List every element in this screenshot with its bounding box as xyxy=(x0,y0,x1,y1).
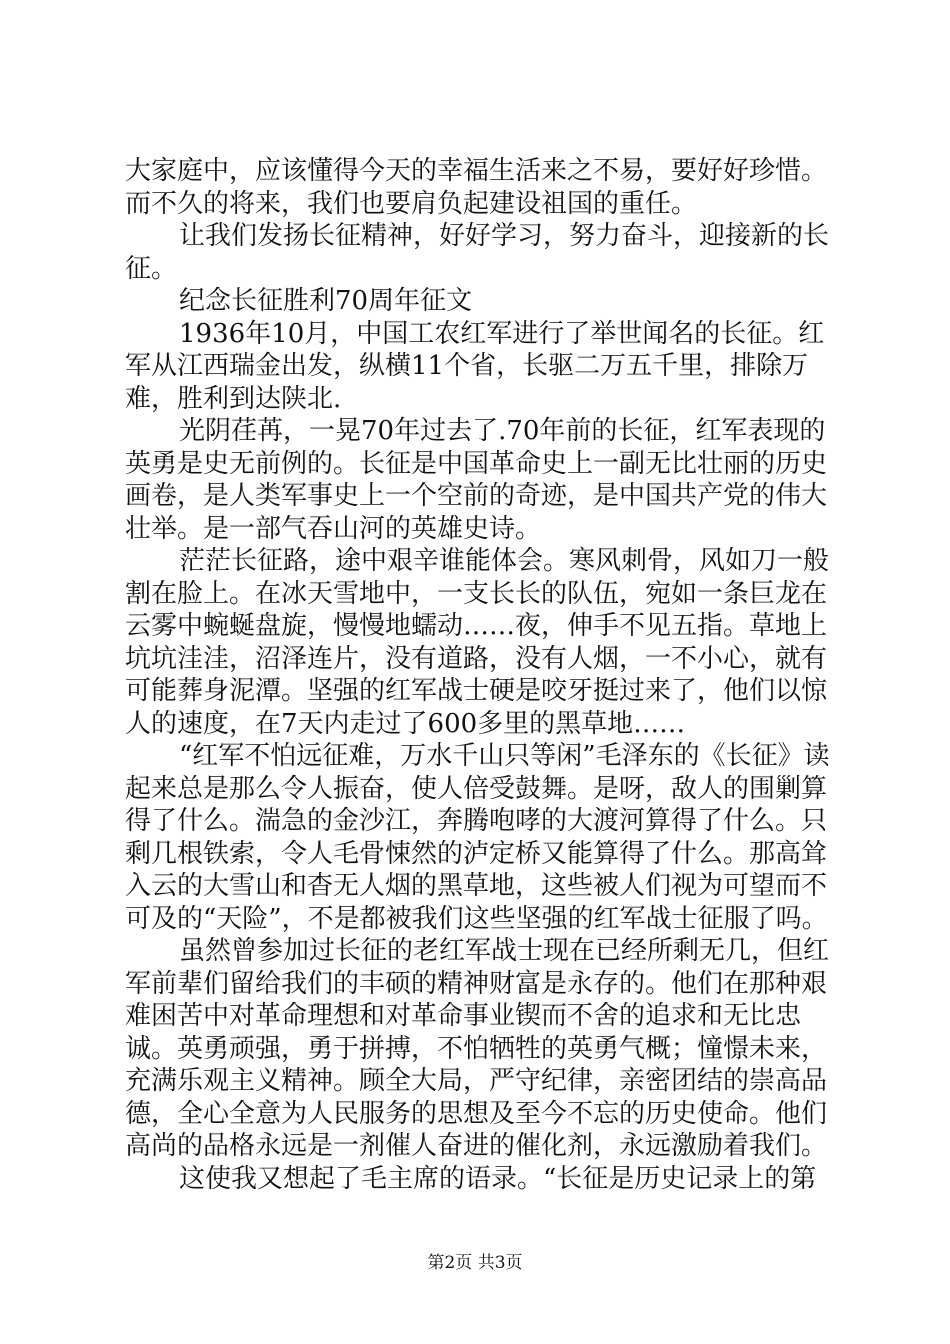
paragraph-5: 茫茫长征路，途中艰辛谁能体会。寒风刺骨，风如刀一般割在脸上。在冰天雪地中，一支长长的队伍，宛如一条巨龙在云雾中蜿蜒盘旋，慢慢地蠕动……夜，伸手不见五指。草地上坑坑洼洼，沼泽连片，没有道路，没有人烟，一不小心，就有可能葬身泥潭。坚强的红军战士硬是咬牙挺过来了，他们以惊人的速度，在7天内走过了600多里的黑草地…… xyxy=(125,546,830,739)
paragraph-7: 虽然曾参加过长征的老红军战士现在已经所剩无几，但红军前辈们留给我们的丰硕的精神财富是永存的。他们在那种艰难困苦中对革命理想和对革命事业锲而不舍的追求和无比忠诚。英勇顽强，勇于拼搏，不怕牺牲的英勇气概；憧憬未来，充满乐观主义精神。顾全大局，严守纪律，亲密团结的崇高品德，全心全意为人民服务的思想及至今不忘的历史使命。他们高尚的品格永远是一剂催人奋进的催化剂，永远激励着我们。 xyxy=(125,936,830,1161)
paragraph-3: 1936年10月，中国工农红军进行了举世闻名的长征。红军从江西瑞金出发，纵横11个省，长驱二万五千里，排除万难，胜利到达陕北. xyxy=(125,318,825,414)
paragraph-4: 光阴荏苒，一晃70年过去了.70年前的长征，红军表现的英勇是史无前例的。长征是中国革命史上一副无比壮丽的历史画卷，是人类军事史上一个空前的奇迹，是中国共产党的伟大壮举。是一部气吞山河的英雄史诗。 xyxy=(125,416,828,544)
document-body xyxy=(125,155,845,1195)
paragraph-2: 让我们发扬长征精神，好好学习，努力奋斗，迎接新的长征。 xyxy=(125,221,830,284)
paragraph-8: 这使我又想起了毛主席的语录。“长征是历史记录上的第 xyxy=(179,1163,817,1194)
page-number-footer: 第2页 共3页 xyxy=(427,1253,523,1273)
paragraph-1: 大家庭中，应该懂得今天的幸福生活来之不易，要好好珍惜。而不久的将来，我们也要肩负起建设祖国的重任。 xyxy=(125,156,828,219)
paragraph-6: “红军不怕远征难，万水千山只等闲”毛泽东的《长征》读起来总是那么令人振奋，使人倍受鼓舞。是呀，敌人的围剿算得了什么。湍急的金沙江，奔腾咆哮的大渡河算得了什么。只剩几根铁索，令人毛骨悚然的泸定桥又能算得了什么。那高耸入云的大雪山和杳无人烟的黑草地，这些被人们视为可望而不可及的“天险”，不是都被我们这些坚强的红军战士征服了吗。 xyxy=(125,741,830,934)
essay-title: 纪念长征胜利70周年征文 xyxy=(179,286,473,316)
